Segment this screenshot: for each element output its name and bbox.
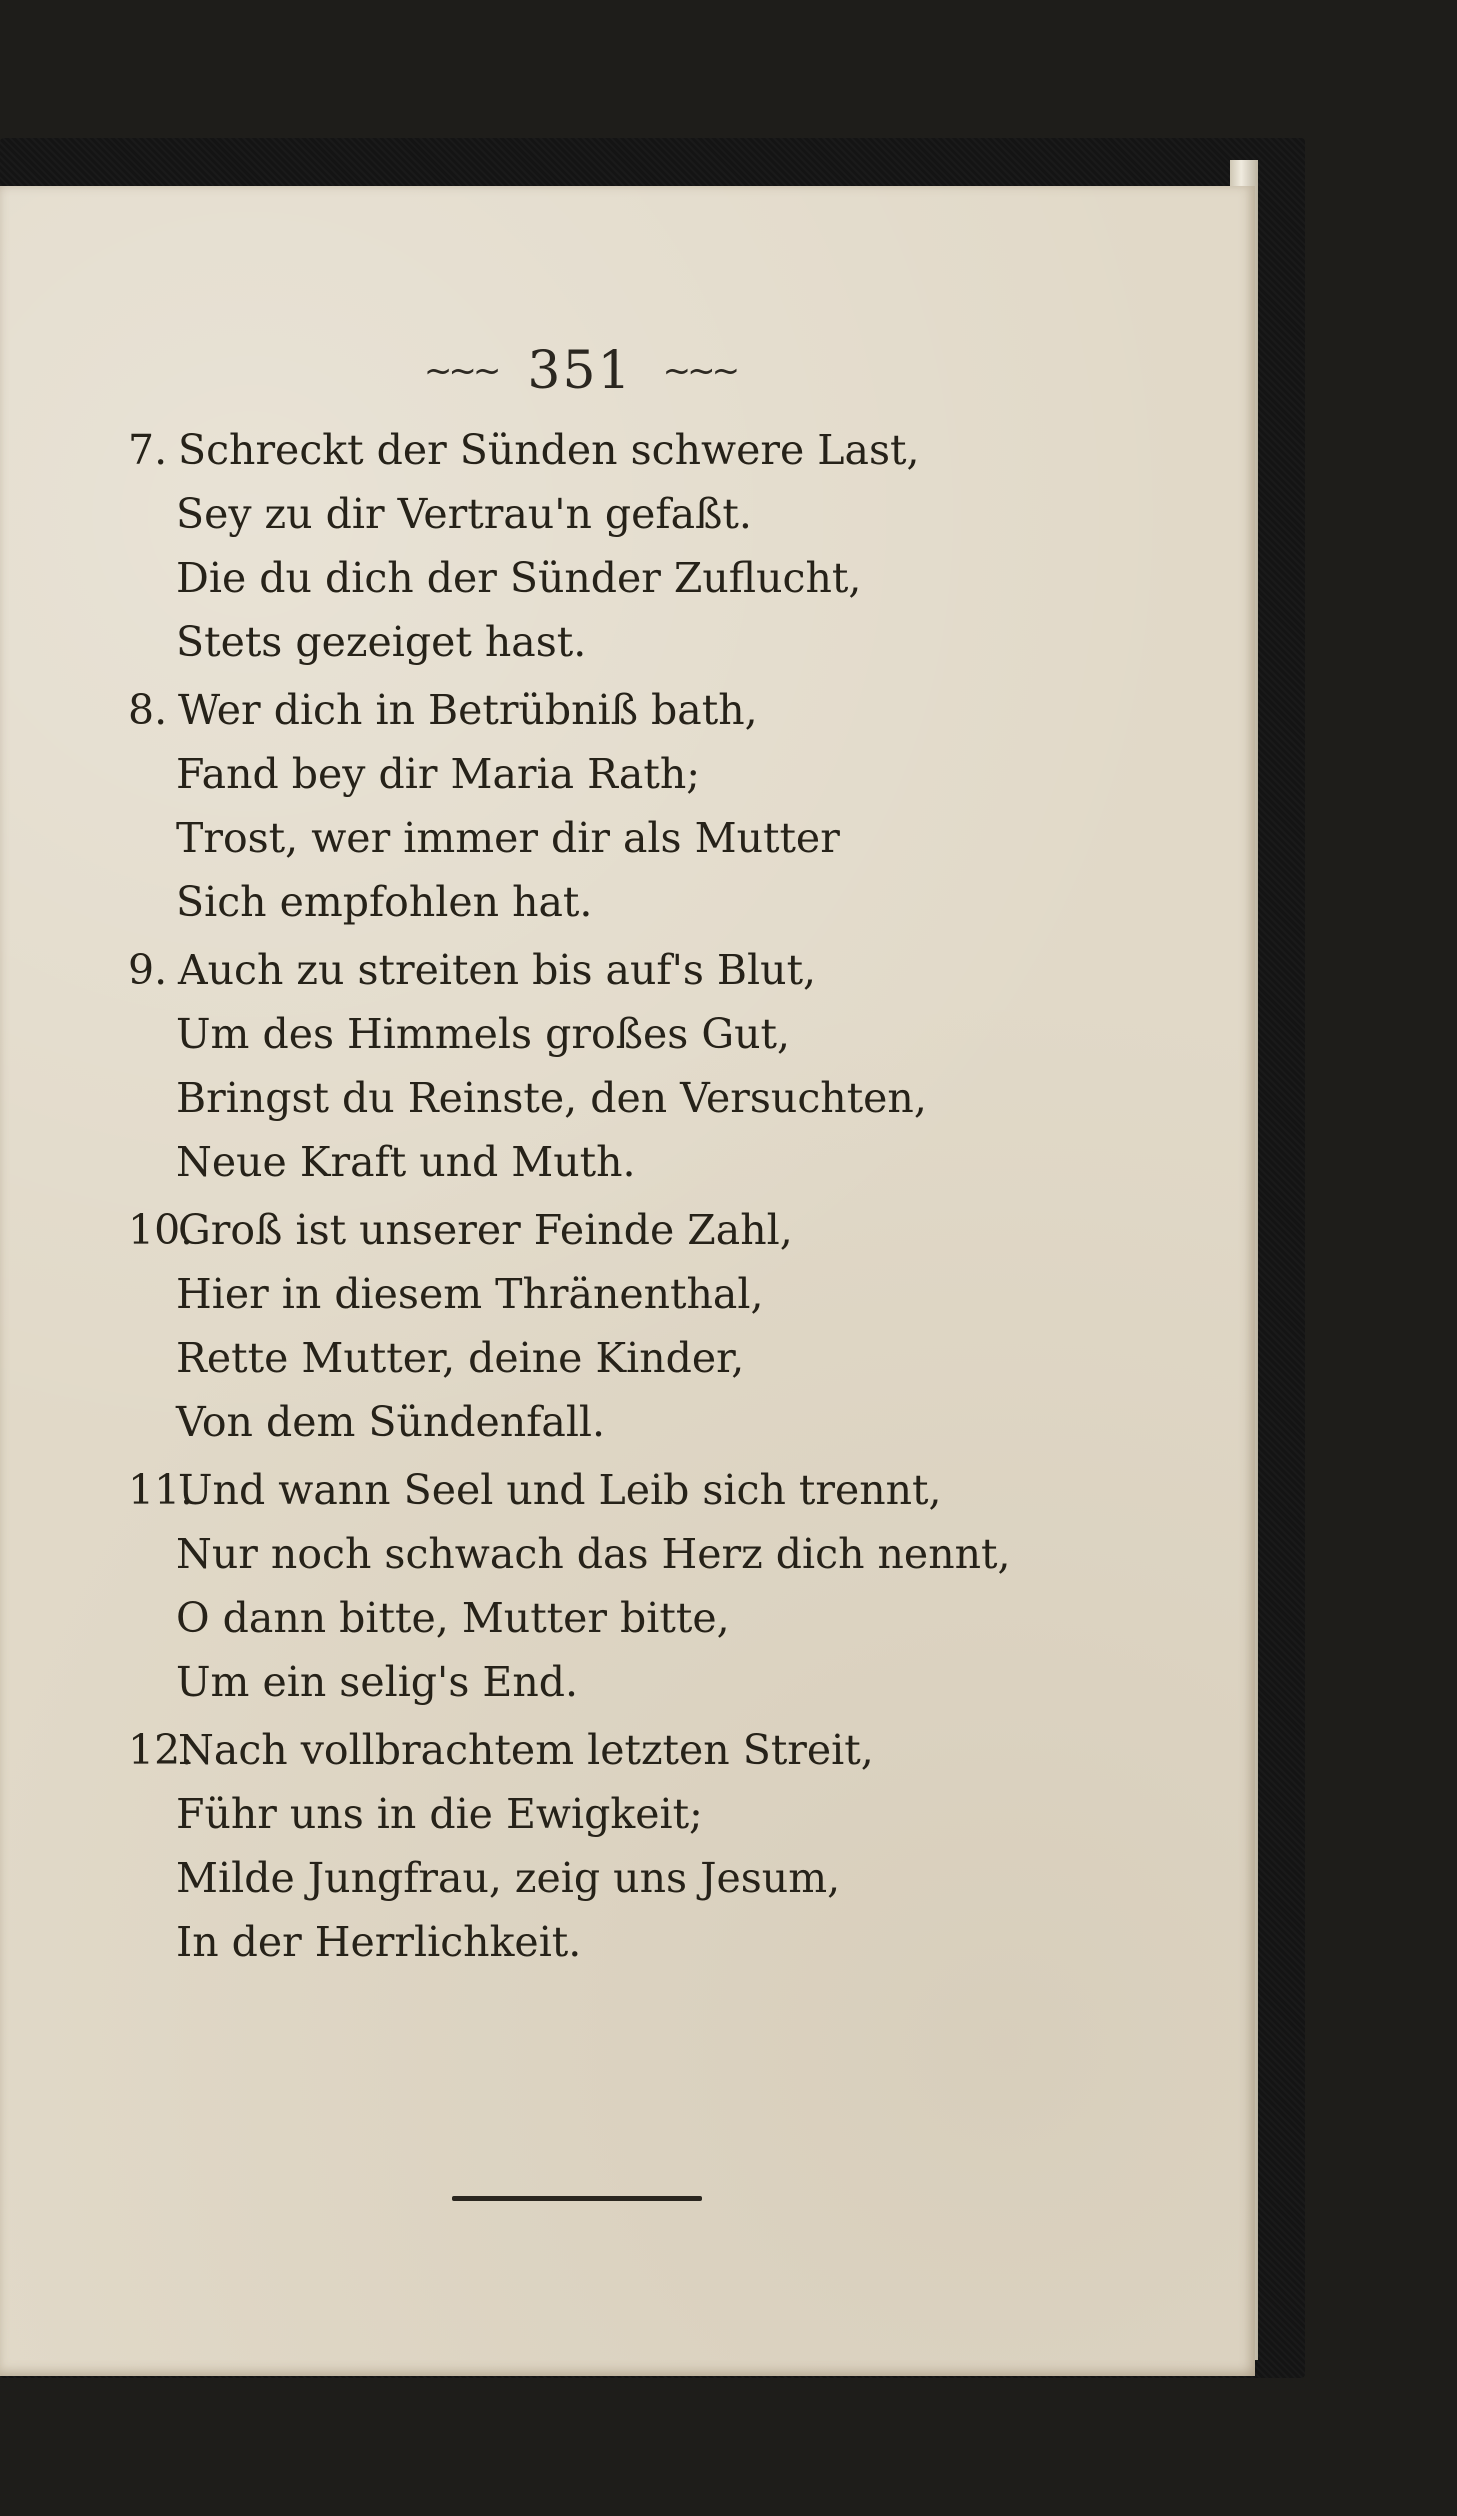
verse-line: Um des Himmels großes Gut,: [176, 1010, 791, 1058]
page-number: 351: [527, 341, 633, 401]
stanza-8: [128, 678, 988, 934]
verse-line: Bringst du Reinste, den Versuchten,: [176, 1074, 927, 1122]
verse-line: Die du dich der Sünder Zuflucht,: [176, 554, 862, 602]
verse-line: O dann bitte, Mutter bitte,: [176, 1594, 730, 1642]
verse-line: Milde Jungfrau, zeig uns Jesum,: [176, 1854, 841, 1902]
verse-line: Trost, wer immer dir als Mutter: [176, 814, 840, 862]
verse-line: Nach vollbrachtem letzten Streit,: [178, 1726, 874, 1774]
verse-line: Sich empfohlen hat.: [176, 878, 593, 926]
stanza-number: 10.: [128, 1206, 194, 1254]
stanza-number: 12.: [128, 1726, 194, 1774]
ornament-right-icon: ~~~: [662, 351, 737, 391]
verse-line: Hier in diesem Thränenthal,: [176, 1270, 764, 1318]
stanza-number: 7.: [128, 426, 168, 474]
verse-line: Um ein selig's End.: [176, 1658, 579, 1706]
verse-line: Stets gezeiget hast.: [176, 618, 587, 666]
verse-line: In der Herrlichkeit.: [176, 1918, 582, 1966]
page: [0, 186, 1255, 2376]
stanza-11: [128, 1458, 1011, 1714]
ornament-left-icon: ~~~: [423, 351, 498, 391]
end-rule-divider: [452, 2196, 702, 2201]
stanza-9: [128, 938, 988, 1194]
verse-line: Fand bey dir Maria Rath;: [176, 750, 701, 798]
stanza-number: 9.: [128, 946, 168, 994]
verse-line: Nur noch schwach das Herz dich nennt,: [176, 1530, 1011, 1578]
stanza-12: [128, 1718, 988, 1974]
verse-line: Schreckt der Sünden schwere Last,: [178, 426, 920, 474]
verse-line: Auch zu streiten bis auf's Blut,: [178, 946, 817, 994]
verse-line: Groß ist unserer Feinde Zahl,: [178, 1206, 793, 1254]
verse-line: Und wann Seel und Leib sich trennt,: [178, 1466, 942, 1514]
verse-line: Neue Kraft und Muth.: [176, 1138, 636, 1186]
verse-line: Rette Mutter, deine Kinder,: [176, 1334, 745, 1382]
verse-line: Wer dich in Betrübniß bath,: [178, 686, 758, 734]
stanza-10: [128, 1198, 988, 1454]
stanza-number: 11.: [128, 1466, 194, 1514]
verse-line: Führ uns in die Ewigkeit;: [176, 1790, 703, 1838]
page-header: [380, 331, 780, 411]
verse-line: Von dem Sündenfall.: [176, 1398, 606, 1446]
verse-line: Sey zu dir Vertrau'n gefaßt.: [176, 490, 752, 538]
stanza-7: [128, 418, 988, 674]
stanza-number: 8.: [128, 686, 168, 734]
